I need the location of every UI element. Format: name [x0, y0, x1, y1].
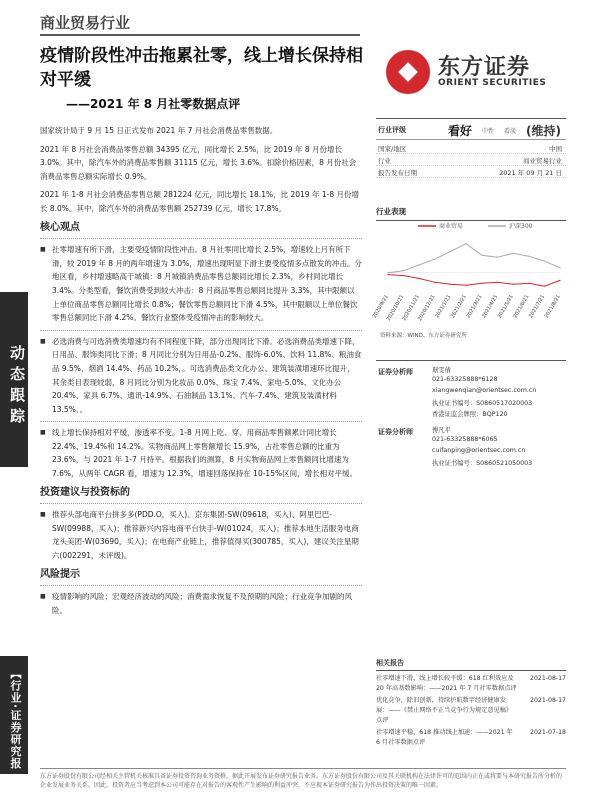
analyst-license: 执业证书编号：S0860517020003	[432, 400, 533, 407]
analyst-license: 执业证书编号：S0860521050003	[432, 460, 533, 467]
related-report-item[interactable]	[376, 728, 566, 748]
info-row	[376, 166, 566, 178]
data-point	[528, 256, 529, 257]
x-tick-label: 2020/11/21	[401, 294, 422, 322]
data-point	[387, 274, 388, 275]
related-reports	[376, 658, 566, 750]
report-title: 疫情阶段性冲击拖累社零，线上增长保持相对平缓	[40, 46, 363, 90]
info-key: 报告发布日期	[378, 169, 417, 177]
info-value: 2021 年 09 月 21 日	[499, 169, 562, 177]
x-tick-label: 2021/2/21	[449, 294, 468, 320]
series-line	[388, 275, 560, 287]
x-tick-label: 2020/9/21	[371, 294, 390, 320]
data-point	[387, 272, 388, 273]
intro-paragraph: 国家统计局于 9 月 15 日正式发布 2021 年 7 月社会消费品零售数据。	[40, 126, 278, 135]
section-divider	[40, 330, 362, 331]
data-point	[434, 259, 435, 260]
analyst-list	[376, 360, 566, 481]
performance-title: 行业表现	[376, 206, 566, 221]
data-point	[512, 253, 513, 254]
related-report-title: 优化竞争，除旧创新，持续护航数字经济健康发展：——《禁止网络不正当竞争行为规定意见稿》点评	[376, 697, 513, 724]
x-tick-label: 2020/10/21	[385, 294, 406, 322]
related-report-date: 2021-07-18	[530, 729, 566, 736]
risk-bullet: ■ 疫情影响的风险；宏观经济波动的风险；消费需求恢复不及预期的风险；行业竞争加剧的风险。	[40, 590, 362, 617]
info-row	[376, 154, 566, 166]
x-tick-label: 2021/4/21	[481, 294, 500, 320]
rating-option-negative: 看淡	[504, 128, 517, 135]
analyst-email[interactable]: cuifanping@orientsec.com.cn	[432, 447, 526, 454]
related-report-item[interactable]	[376, 674, 566, 694]
related-report-title: 社零增速下滑，线上增长较平缓：618 红利效应及 20 年高基数影响：——2021 年 7 月社零数据点评	[376, 675, 517, 692]
x-tick-label: 2021/3/21	[465, 294, 484, 320]
data-point	[497, 282, 498, 283]
data-point	[559, 280, 560, 281]
data-point	[403, 275, 404, 276]
x-tick-label: 2021/7/21	[528, 294, 547, 320]
related-report-date: 2021-08-17	[530, 675, 566, 682]
related-heading: 相关报告	[376, 658, 566, 671]
data-point	[544, 286, 545, 287]
side-band-report-category: 【行业·证券研究报	[0, 656, 28, 774]
data-point	[544, 260, 545, 261]
data-point	[512, 284, 513, 285]
core-bullet: ■ 线上增长保持相对平缓，渗透率不变。1-8 月网上吃、穿、用商品零售额累计同比增长 22.4%、19.4%和 14.2%。实物商品网上零售额增长 15.9%，占社零售总额的比重为 23.6%，与 2021 年 1-7 月持平。根据我们的测算，8 月实物商品网上零售额同比增速为 7.6%，从两年 CAGR 看，增速为 12.3%，增速回落保持在 10-15%区间，增长相对平缓。	[40, 426, 362, 480]
analyst-block	[376, 421, 566, 481]
rating-value: 看好	[448, 124, 473, 138]
logo-mark-icon	[386, 50, 430, 94]
disclaimer-footer: 东方证券股份有限公司经相关主管机关核准具备证券投资咨询业务资格，据此开展发布证券研究报告业务。东方证券股份有限公司及其关联机构在法律许可的范围内正在或将要与本研究报告所分析的企业发展业务关系。因此，投资者应当考虑到本公司可能存在对报告的客观性产生影响的利益冲突，不应视本证券研究报告为作出投资决策的唯一因素。	[40, 768, 566, 790]
chart-source: 资料来源：WIND、东方证券研究所	[380, 333, 467, 339]
section-divider	[40, 421, 362, 422]
related-report-item[interactable]	[376, 696, 566, 726]
rating-option-neutral: 中性	[482, 128, 495, 135]
orient-securities-logo	[386, 44, 566, 100]
info-value: 中国	[549, 145, 562, 153]
data-point	[481, 255, 482, 256]
core-bullet: ■ 社零增速有所下滑，主要受疫情阶段性冲击。8 月社零同比增长 2.5%，增速较上月有所下滑，较 2019 年 8 月的两年增速为 3.0%，增速出现明显下滑主要受疫情多点散发的冲击。分地区看，乡村增速略高于城镇：8 月城镇消费品零售总额同比增长 2.3%，乡村同比增长 3.4%。分类型看，餐饮消费受到较大冲击：8 月商品零售总额同比提升 3.3%，其中限额以上单位商品零售总额同比增长 0.8%；餐饮零售总额同比下滑 4.5%，其中限额以上单位餐饮零售总额同比下滑 4.2%。餐饮行业整体受疫情冲击的影响较大。	[40, 243, 362, 325]
data-point	[419, 278, 420, 279]
info-key: 国家/地区	[378, 145, 407, 153]
data-point	[450, 284, 451, 285]
invest-heading: 投资建议与投资标的	[40, 486, 130, 498]
legend-label: 沪深300	[509, 223, 533, 230]
data-point	[419, 264, 420, 265]
industry-rating	[376, 118, 566, 140]
analyst-block	[376, 361, 566, 421]
analyst-label: 证券分析师	[378, 428, 413, 436]
data-point	[466, 285, 467, 286]
data-point	[403, 270, 404, 271]
core-heading: 核心观点	[40, 221, 80, 233]
info-value: 商业贸易行业	[523, 157, 562, 165]
x-tick-label: 2021/5/21	[496, 294, 515, 320]
header-divider	[40, 34, 360, 36]
legend-label: 商业贸易	[439, 223, 464, 230]
logo-name-en: ORIENT SECURITIES	[438, 78, 547, 88]
data-point	[434, 282, 435, 283]
data-point	[528, 283, 529, 284]
invest-bullet: ■ 推荐头部电商平台拼多多(PDD.O，买入)、京东集团-SW(09618，买入)、阿里巴巴-SW(09988，买入)；推荐新兴内容电商平台快手-W(01024，买入)；推荐本地生活服务电商龙头美团-W(03690，买入)；在电商产业链上，推荐值得买(300785，买入)，建议关注星期六(002291，未评级)。	[40, 508, 362, 562]
core-bullet: ■ 必选消费与可选消费类增速均有不同程度下降，部分出现同比下滑。必选消费品类增速下降，日用品、服饰类同比下滑；8 月同比分别为日用品-0.2%、服饰-6.0%、饮料 11.8%、粮油食品 9.5%、烟酒 14.4%、药品 10.2%，。可选消费品类文化办公、建筑装潢增速环比提升，其余类目表现较弱，8 月同比分别为化妆品 0.0%、珠宝 7.4%、家电-5.0%、文化办公 20.4%、家具 6.7%、通讯-14.9%、石油制品 13.1%、汽车-7.4%、建筑及装潢材料 13.5%，。	[40, 335, 362, 417]
data-point	[466, 243, 467, 244]
series-line	[388, 244, 560, 273]
data-point	[481, 283, 482, 284]
section-divider	[40, 585, 362, 586]
industry-category: 商业贸易行业	[40, 14, 131, 32]
related-report-date: 2021-08-17	[530, 697, 566, 704]
analyst-phone: 021-63325888*6128	[432, 376, 498, 383]
report-info-table	[376, 142, 566, 178]
rating-maintain: (维持)	[526, 124, 561, 138]
related-report-title: 社零增速平稳，618 推动线上加速：——2021 年 6 月社零数据点评	[376, 729, 513, 746]
industry-performance-chart	[371, 220, 566, 338]
x-tick-label: 2021/1/21	[434, 294, 453, 320]
analyst-name: 傅凡平	[432, 427, 451, 434]
side-band	[0, 0, 28, 800]
intro-paragraph: 2021 年 8 月社会消费品零售总额 34395 亿元，同比增长 2.5%，比 2019 年 8 月份增长 3.0%。其中，除汽车外的消费品零售额 31115 亿元，增长 3.6%。扣除价格因素，8 月份社会消费品零售总额实际增长 0.9%。	[40, 144, 357, 181]
analyst-label: 证券分析师	[378, 368, 413, 376]
analyst-name: 琚雯倩	[432, 367, 451, 374]
info-key: 行业	[378, 157, 391, 165]
section-divider	[40, 503, 362, 504]
main-content	[40, 124, 362, 622]
section-divider	[40, 238, 362, 239]
data-point	[559, 267, 560, 268]
data-point	[450, 251, 451, 252]
analyst-hk-license: 香港证监会牌照：BQP120	[432, 411, 508, 418]
report-subtitle: ——2021 年 8 月社零数据点评	[66, 97, 241, 111]
intro-paragraph: 2021 年 1-8 月社会消费品零售总额 281224 亿元，同比增长 18.1%，比 2019 年 1-8 月份增长 8.0%。其中，除汽车外的消费品零售额 252739 亿元，增长 17.8%。	[40, 190, 359, 213]
risk-heading: 风险提示	[40, 568, 80, 580]
info-row	[376, 142, 566, 154]
rating-label: 行业评级	[378, 126, 406, 134]
x-tick-label: 2020/12/21	[417, 294, 437, 322]
x-tick-label: 2021/6/21	[512, 294, 531, 320]
analyst-email[interactable]: xiangwenqian@orientsec.com.cn	[432, 387, 537, 394]
side-band-report-type: 动态跟踪	[0, 292, 28, 467]
analyst-phone: 021-63325888*6065	[432, 436, 498, 443]
x-tick-label: 2021/8/21	[543, 294, 562, 320]
data-point	[497, 257, 498, 258]
logo-name-cn: 东方证券	[438, 55, 531, 80]
